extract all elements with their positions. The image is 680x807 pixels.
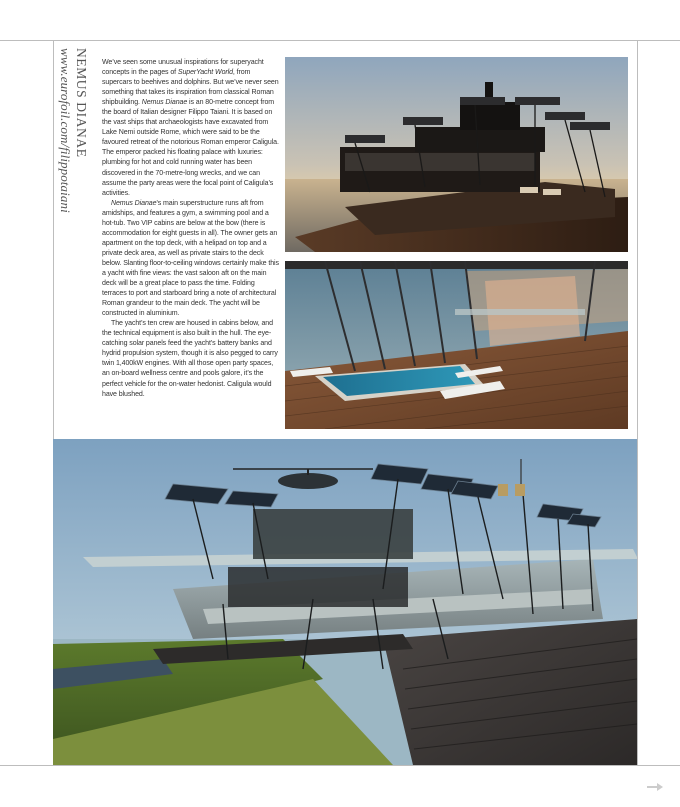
body-text: is an 80-metre concept from the board of Italian designer Filippo Taiani. It is based on the vast ships that archaeologists have excavated from Lake Nemi outside Rome, which were said to be the favoured retreat of the notorious Roman emperor Caligula. The emperor packed his floating palace with luxuries: plumbing for hot and cold running water has been discovered in the 70-metre-long wrecks, and we can assume the party areas were the focal point of Caligula’s activities. bbox=[102, 99, 279, 197]
article-paragraph-2 bbox=[102, 199, 280, 320]
yacht-exterior-sunset-image bbox=[285, 57, 628, 252]
top-rule bbox=[0, 40, 680, 41]
yacht-pool-deck-image bbox=[285, 261, 628, 429]
emphasis-text: Nemus Dianae bbox=[141, 99, 188, 107]
emphasis-text: Nemus Dianae bbox=[111, 199, 157, 207]
right-rule bbox=[637, 41, 638, 765]
designer-url: www.eurofoil.com/filippotaiani bbox=[58, 48, 73, 213]
next-page-arrow-icon[interactable] bbox=[646, 779, 664, 789]
article-paragraph-3 bbox=[102, 319, 280, 399]
article-body bbox=[102, 58, 280, 400]
bottom-rule bbox=[0, 765, 680, 766]
body-text: The yacht’s ten crew are housed in cabins below, and the technical equipment is also built in the hull. The eye-catching solar panels feed the yacht’s battery banks and hydrid propulsion system, though it is also pegged to carry twin 1,400kW engines. With all those open party spaces, an on-board wellness centre and pools galore, it’s the perfect vehicle for the on-water hedonist. Caligula would have blushed. bbox=[102, 320, 278, 398]
body-text: , from supercars to beehives and dolphins. But we’ve never seen something that takes its inspiration from classical Roman shipbuilding. bbox=[102, 69, 279, 107]
body-text: ’s main superstructure runs aft from amidships, and features a gym, a swimming pool and a hot-tub. Two VIP cabins are below at the bow (there is accommodation for eight guests in all). The owner gets an apartment on the top deck, with a helipad on top and a private deck area, as well as private stairs to the deck below. Slanting floor-to-ceiling windows certainly make this a yacht with fine views: the vast saloon aft on the main deck will be a great place to pass the time. Folding terraces to port and starboard bring a note of architectural Roman grandeur to the main deck. The yacht will be constructed in aluminium. bbox=[102, 199, 279, 318]
yacht-helipad-solar-image bbox=[53, 439, 637, 765]
article-paragraph-1 bbox=[102, 58, 280, 199]
article-title: NEMUS DIANAE bbox=[74, 48, 89, 158]
emphasis-text: SuperYacht World bbox=[177, 69, 233, 77]
sidebar-heading bbox=[56, 48, 96, 368]
body-text: We’ve seen some unusual inspirations for superyacht concepts in the pages of bbox=[102, 59, 264, 77]
